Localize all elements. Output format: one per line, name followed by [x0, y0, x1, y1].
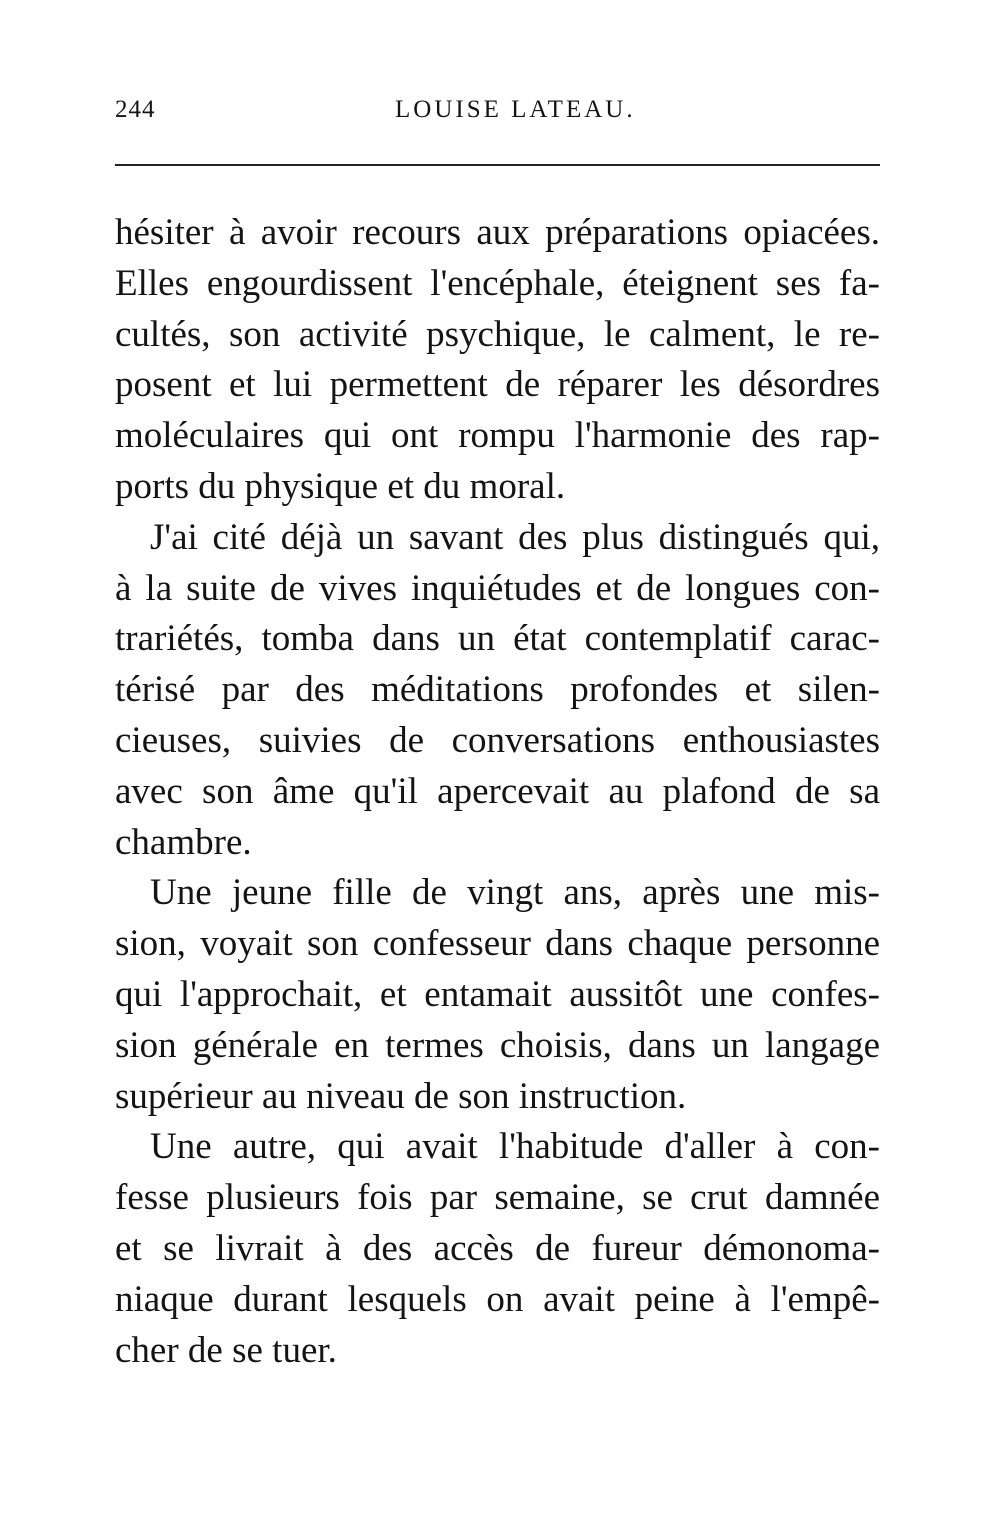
text-line: qui l'approchait, et entamait aussitôt une confes-: [115, 973, 880, 1015]
text-line: sion générale en termes choisis, dans un langage: [115, 1024, 880, 1066]
header-rule: [115, 164, 880, 166]
paragraph-2: [115, 513, 880, 869]
text-line: trariétés, tomba dans un état contemplatif carac-: [115, 618, 880, 660]
text-line: chambre.: [115, 821, 252, 863]
text-line: hésiter à avoir recours aux préparations opiacées.: [115, 212, 880, 253]
text-line: avec son âme qu'il apercevait au plafond de sa: [115, 770, 880, 812]
text-line: Une autre, qui avait l'habitude d'aller à con-: [150, 1126, 880, 1168]
text-line: supérieur au niveau de son instruction.: [115, 1075, 687, 1117]
text-line: moléculaires qui ont rompu l'harmonie des rap-: [115, 415, 880, 457]
text-line: ports du physique et du moral.: [115, 465, 566, 507]
text-line: cieuses, suivies de conversations enthousiastes: [115, 719, 880, 761]
text-line: fesse plusieurs fois par semaine, se crut damnée: [115, 1177, 880, 1219]
paragraph-3: [115, 868, 880, 1122]
text-line: Elles engourdissent l'encéphale, éteignent ses fa-: [115, 262, 880, 304]
running-title: LOUISE LATEAU.: [395, 96, 636, 123]
text-line: cher de se tuer.: [115, 1329, 337, 1371]
text-line: et se livrait à des accès de fureur démonoma-: [115, 1227, 880, 1269]
paragraph-4: [115, 1122, 880, 1376]
text-line: sion, voyait son confesseur dans chaque personne: [115, 923, 880, 965]
text-line: à la suite de vives inquiétudes et de longues con-: [115, 567, 880, 609]
text-line: Une jeune fille de vingt ans, après une mis-: [150, 872, 880, 914]
text-line: niaque durant lesquels on avait peine à l'empê-: [115, 1278, 880, 1320]
text-line: posent et lui permettent de réparer les désordres: [115, 364, 880, 406]
running-head: [115, 96, 880, 136]
body-text: [115, 208, 880, 1376]
text-line: térisé par des méditations profondes et silen-: [115, 669, 880, 711]
text-line: J'ai cité déjà un savant des plus distingués qui,: [150, 516, 880, 558]
paragraph-1: [115, 208, 880, 513]
text-line: cultés, son activité psychique, le calment, le re-: [115, 313, 880, 355]
page-number: 244: [115, 96, 156, 123]
